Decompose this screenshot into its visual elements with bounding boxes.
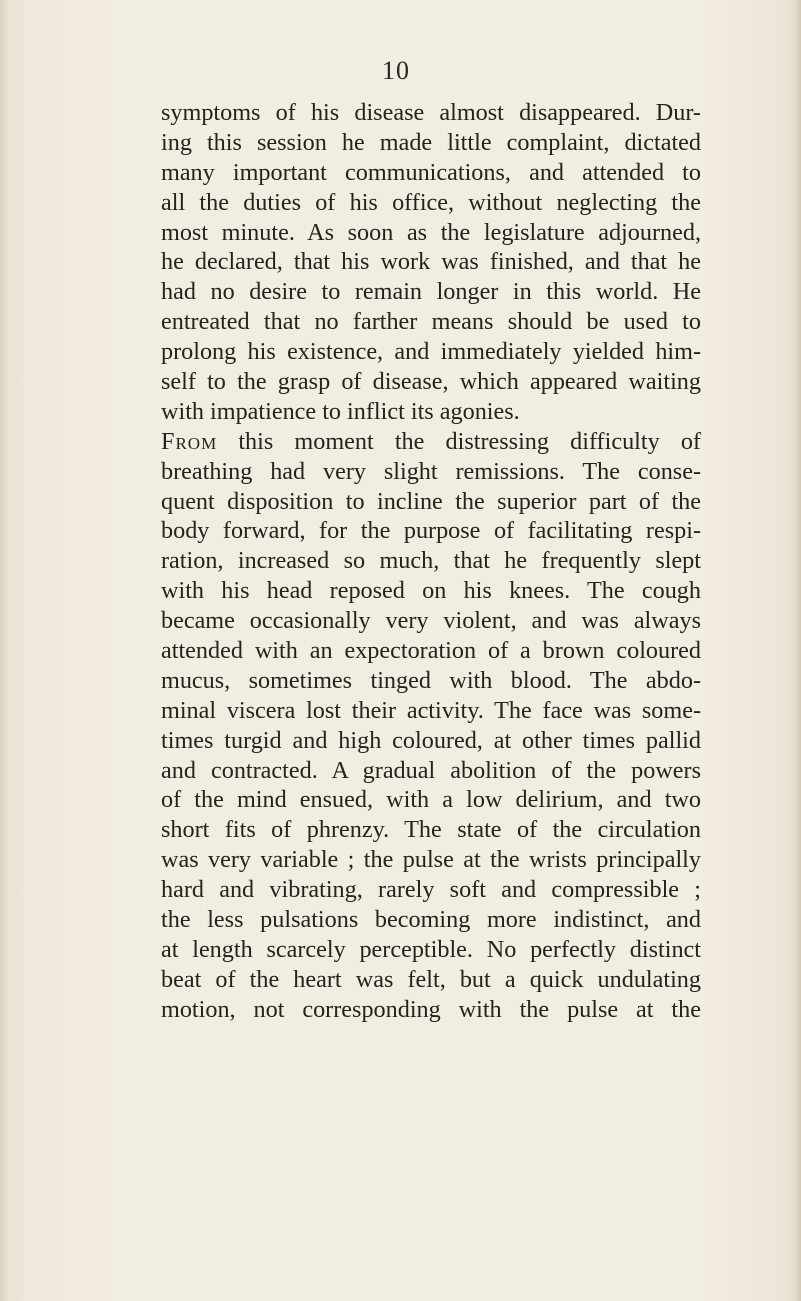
text-line: times turgid and high coloured, at other times pallid bbox=[161, 726, 701, 754]
body-text bbox=[161, 98, 701, 1025]
text-line: symptoms of his disease almost disappeared. Dur- bbox=[161, 99, 701, 126]
text-line: and contracted. A gradual abolition of the powers bbox=[161, 756, 701, 784]
text-line: short fits of phrenzy. The state of the circulation bbox=[161, 816, 701, 844]
text-line: ing this session he made little complaint, dictated bbox=[161, 128, 701, 156]
text-line: with his head reposed on his knees. The cough bbox=[161, 577, 701, 605]
page-number: 10 bbox=[382, 56, 410, 85]
text-fragment: this moment the distressing difficulty of bbox=[217, 427, 701, 455]
text-line: minal viscera lost their activity. The face was some- bbox=[161, 696, 701, 724]
text-line: entreated that no farther means should be used to bbox=[161, 308, 701, 336]
text-line: of the mind ensued, with a low delirium, and two bbox=[161, 786, 701, 814]
text-line: had no desire to remain longer in this world. He bbox=[161, 278, 701, 306]
text-line: breathing had very slight remissions. The conse- bbox=[161, 457, 701, 485]
paragraph-start-line bbox=[161, 427, 701, 457]
text-line: quent disposition to incline the superior part of the bbox=[161, 487, 701, 515]
text-line: with impatience to inflict its agonies. bbox=[161, 397, 520, 425]
text-line: hard and vibrating, rarely soft and compressible ; bbox=[161, 876, 701, 904]
binding-edge bbox=[0, 0, 10, 1301]
drop-word: From bbox=[161, 427, 218, 455]
text-line: self to the grasp of disease, which appeared waiting bbox=[161, 368, 701, 396]
text-line: all the duties of his office, without neglecting the bbox=[161, 188, 701, 216]
text-line: many important communications, and attended to bbox=[161, 158, 701, 186]
text-line: motion, not corresponding with the pulse at the bbox=[161, 995, 701, 1023]
text-line: attended with an expectoration of a brown coloured bbox=[161, 637, 701, 665]
text-line: ration, increased so much, that he frequently slept bbox=[161, 547, 701, 575]
page-edge bbox=[795, 0, 801, 1301]
text-line: most minute. As soon as the legislature adjourned, bbox=[161, 218, 701, 246]
text-line: at length scarcely perceptible. No perfectly distinct bbox=[161, 935, 701, 963]
text-line: prolong his existence, and immediately yielded him- bbox=[161, 338, 701, 366]
text-line: was very variable ; the pulse at the wrists principally bbox=[161, 846, 701, 874]
text-line: beat of the heart was felt, but a quick undulating bbox=[161, 965, 701, 993]
text-line: he declared, that his work was finished, and that he bbox=[161, 248, 701, 276]
text-line: mucus, sometimes tinged with blood. The abdo- bbox=[161, 666, 701, 694]
text-line: body forward, for the purpose of facilitating respi- bbox=[161, 517, 701, 545]
text-line: the less pulsations becoming more indistinct, and bbox=[161, 906, 701, 934]
text-line: became occasionally very violent, and was always bbox=[161, 607, 701, 635]
